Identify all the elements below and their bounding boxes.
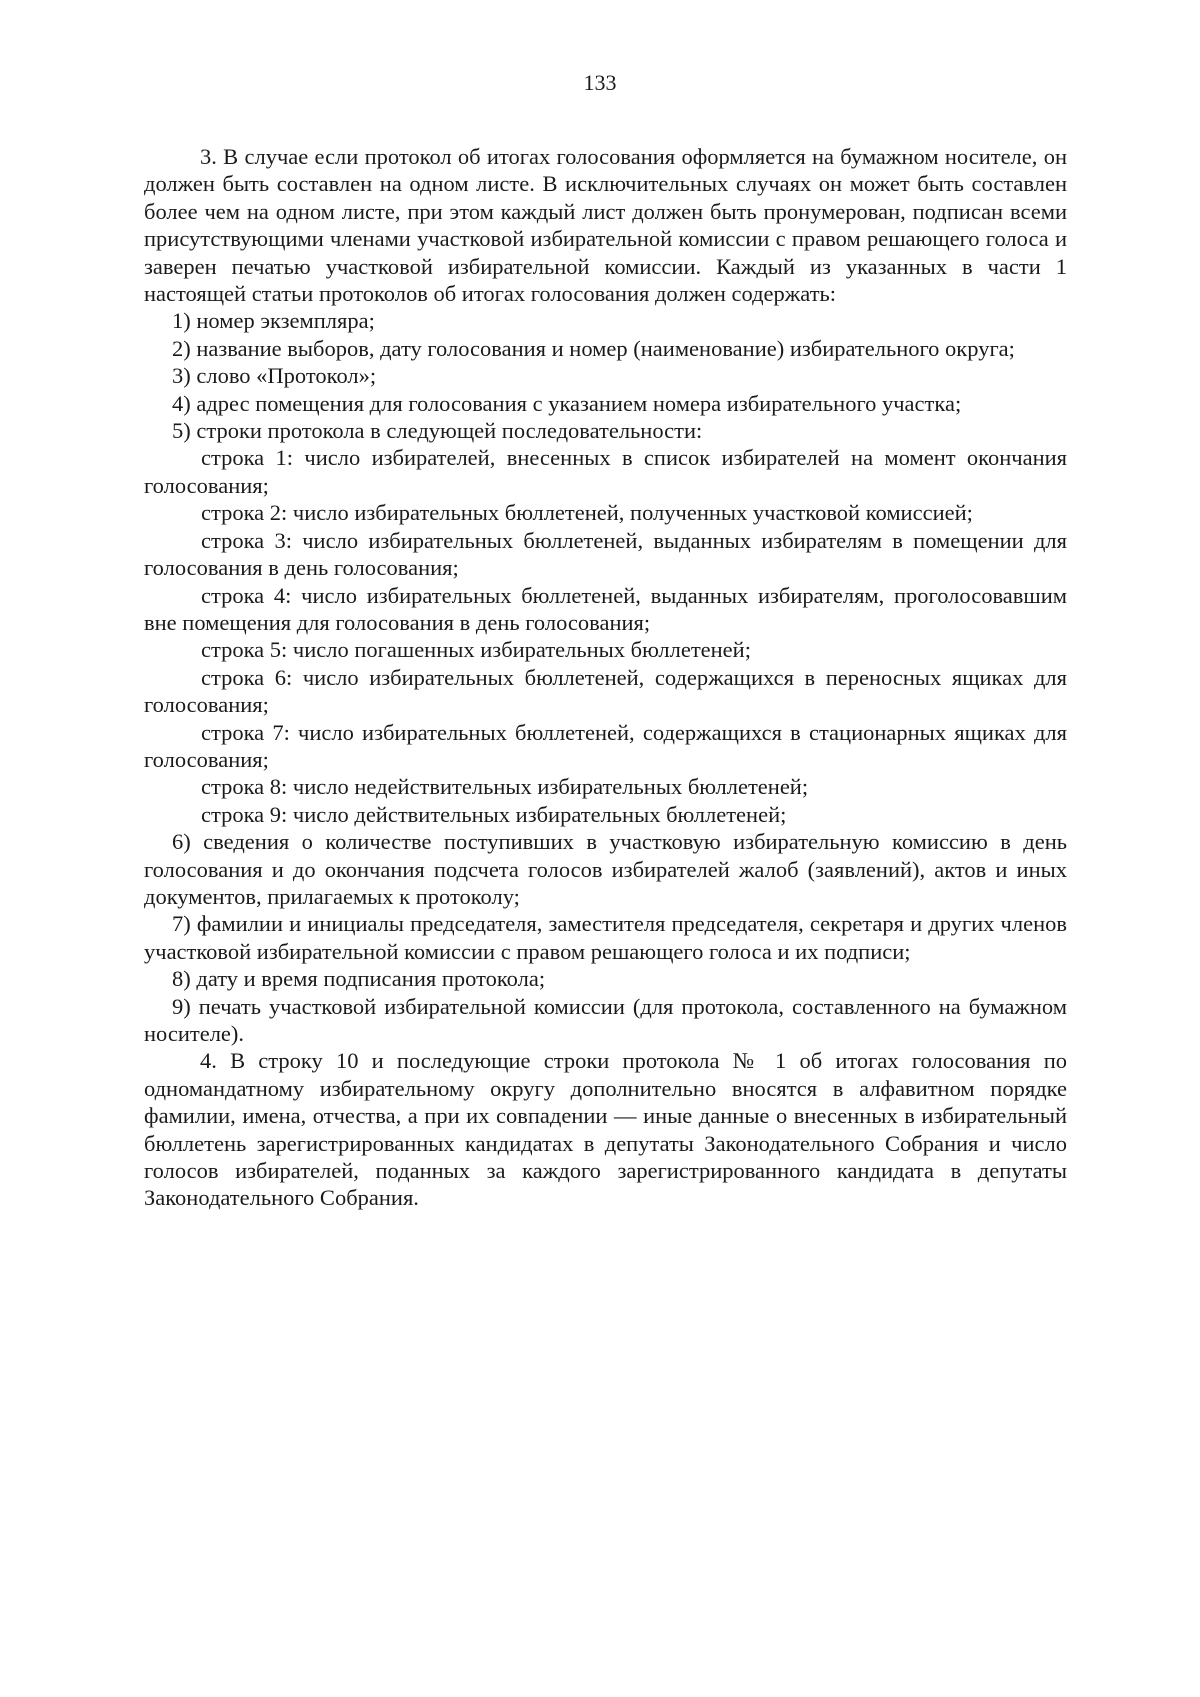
list-item: 5) строки протокола в следующей последовательности: — [172, 418, 703, 444]
protocol-line: строка 1: число избирателей, внесенных в список избирателей на момент окончания голосования; — [144, 445, 1067, 498]
list-item: 7) фамилии и инициалы председателя, заместителя председателя, секретаря и других членов участковой избирательной комиссии с правом решающего голоса и их подписи; — [144, 911, 1067, 964]
document-body — [144, 143, 1067, 1212]
list-item: 6) сведения о количестве поступивших в участковую избирательную комиссию в день голосования и до окончания подсчета голосов избирателей жалоб (заявлений), актов и иных документов, прилагаемых к протоколу; — [144, 829, 1067, 909]
list-item: 8) дату и время подписания протокола; — [172, 966, 546, 992]
paragraph-4: 4. В строку 10 и последующие строки протокола № 1 об итогах голосования по одномандатному избирательному округу дополнительно вносятся в алфавитном порядке фамилии, имена, отчества, а при их совпадении — иные данные о внесенных в избирательный бюллетень зарегистрированных кандидатах в депутаты Законодательного Собрания и число голосов избирателей, поданных за каждого зарегистрированного кандидата в депутаты Законодательного Собрания. — [144, 1048, 1067, 1211]
list-item: 2) название выборов, дату голосования и номер (наименование) избирательного округа; — [172, 335, 1015, 361]
page-number: 133 — [583, 70, 617, 95]
protocol-line: строка 4: число избирательных бюллетеней, выданных избирателям, проголосовавшим вне помещения для голосования в день голосования; — [144, 582, 1067, 635]
list-item: 1) номер экземпляра; — [172, 308, 375, 334]
list-item: 3) слово «Протокол»; — [172, 363, 377, 389]
list-item: 9) печать участковой избирательной комиссии (для протокола, составленного на бумажном носителе). — [144, 993, 1067, 1046]
protocol-line: строка 3: число избирательных бюллетеней, выданных избирателям в помещении для голосования в день голосования; — [144, 527, 1067, 581]
protocol-line: строка 9: число действительных избирательных бюллетеней; — [201, 801, 787, 827]
paragraph-3: 3. В случае если протокол об итогах голосования оформляется на бумажном носителе, он должен быть составлен на одном листе. В исключительных случаях он может быть составлен более чем на одном листе, при этом каждый лист должен быть пронумерован, подписан всеми присутствующими членами участковой избирательной комиссии с правом решающего голоса и заверен печатью участковой избирательной комиссии. Каждый из указанных в части 1 настоящей статьи протоколов об итогах голосования должен содержать: — [144, 144, 1067, 307]
list-item: 4) адрес помещения для голосования с указанием номера избирательного участка; — [172, 390, 962, 416]
protocol-line: строка 6: число избирательных бюллетеней, содержащихся в переносных ящиках для голосования; — [144, 664, 1067, 718]
protocol-line: строка 7: число избирательных бюллетеней, содержащихся в стационарных ящиках для голосования; — [144, 719, 1067, 772]
protocol-line: строка 8: число недействительных избирательных бюллетеней; — [201, 774, 809, 800]
protocol-line: строка 2: число избирательных бюллетеней, полученных участковой комиссией; — [201, 500, 973, 526]
protocol-line: строка 5: число погашенных избирательных бюллетеней; — [201, 637, 751, 663]
